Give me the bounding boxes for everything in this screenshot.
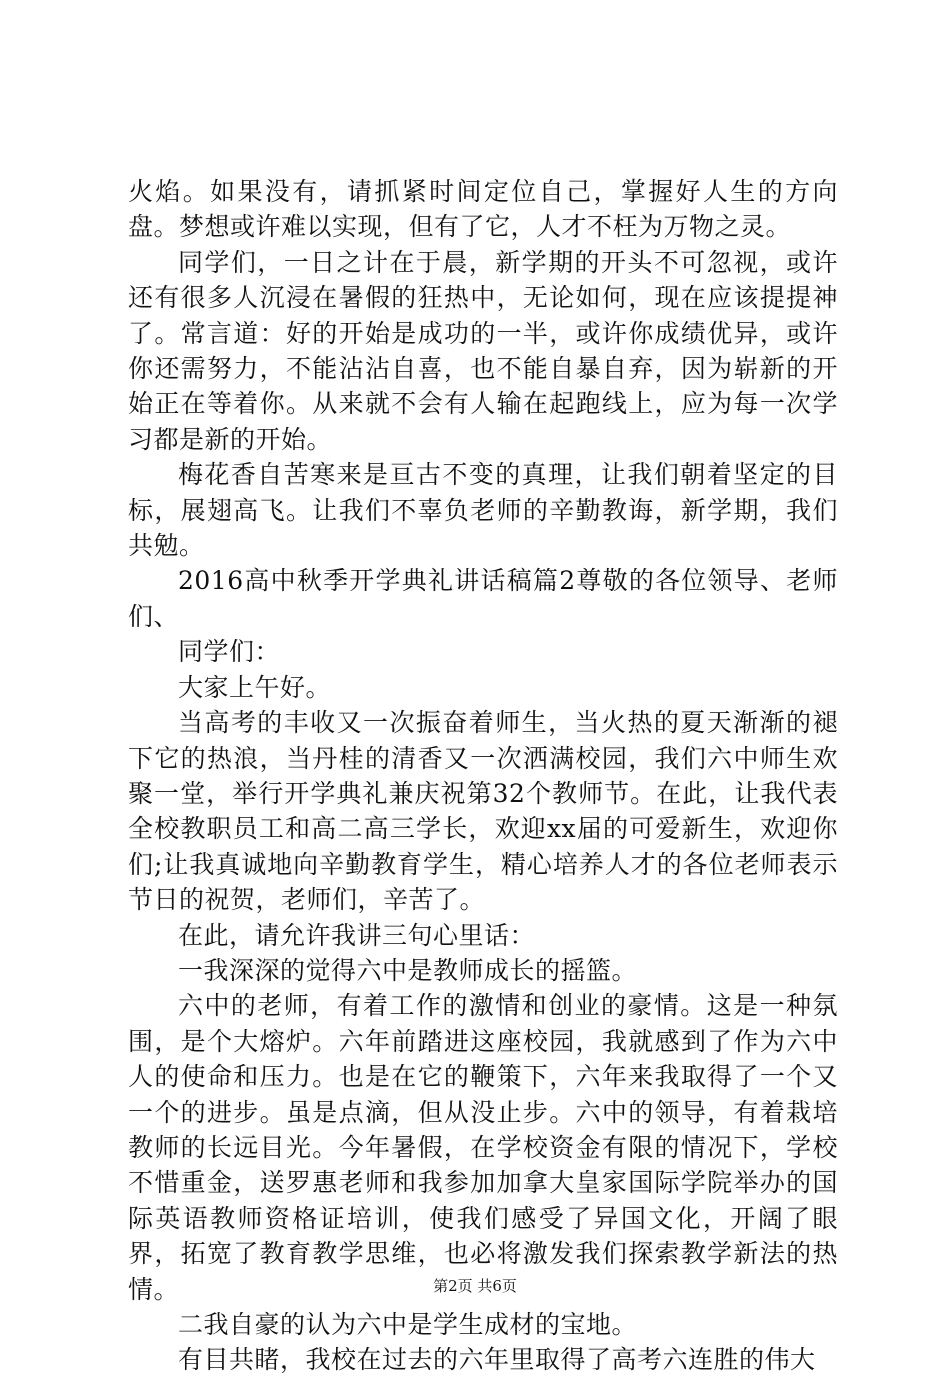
speech-title-paragraph: 2016高中秋季开学典礼讲话稿篇2尊敬的各位领导、老师们、 [128, 566, 838, 631]
page-number-footer: 第2页 共6页 [433, 1277, 517, 1295]
point-two-heading: 二我自豪的认为六中是学生成材的宝地。 [178, 1310, 638, 1339]
document-body [128, 174, 838, 1378]
paragraph-2: 同学们，一日之计在于晨，新学期的开头不可忽视，或许还有很多人沉浸在暑假的狂热中，无论如何，现在应该提提神了。常言道：好的开始是成功的一半，或许你成绩优异，或许你还需努力，不能沾沾自喜，也不能自暴自弃，因为崭新的开始正在等着你。从来就不会有人输在起跑线上，应为每一次学习都是新的开始。 [128, 247, 838, 454]
paragraph-10: 六中的老师，有着工作的激情和创业的豪情。这是一种氛围，是个大熔炉。六年前踏进这座校园，我就感到了作为六中人的使命和压力。也是在它的鞭策下，六年来我取得了一个又一个的进步。虽是点滴，但从没止步。六中的领导，有着栽培教师的长远目光。今年暑假，在学校资金有限的情况下，学校不惜重金，送罗惠老师和我参加加拿大皇家国际学院举办的国际英语教师资格证培训，使我们感受了异国文化，开阔了眼界，拓宽了教育教学思维，也必将激发我们探索教学新法的热情。 [128, 991, 838, 1304]
paragraph-1: 火焰。如果没有，请抓紧时间定位自己，掌握好人生的方向盘。梦想或许难以实现，但有了它，人才不枉为万物之灵。 [128, 177, 838, 242]
paragraph-12: 有目共睹，我校在过去的六年里取得了高考六连胜的伟大 [178, 1345, 816, 1375]
point-one-heading: 一我深深的觉得六中是教师成长的摇篮。 [178, 955, 638, 985]
greeting-morning: 大家上午好。 [178, 672, 332, 702]
paragraph-8: 在此，请允许我讲三句心里话： [178, 920, 536, 950]
paragraph-7: 当高考的丰收又一次振奋着师生，当火热的夏天渐渐的褪下它的热浪，当丹桂的清香又一次洒满校园，我们六中师生欢聚一堂，举行开学典礼兼庆祝第32个教师节。在此，让我代表全校教职员工和高二高三学长，欢迎xx届的可爱新生，欢迎你们;让我真诚地向辛勤教育学生，精心培养人才的各位老师表示节日的祝贺，老师们，辛苦了。 [128, 708, 838, 915]
paragraph-3: 梅花香自苦寒来是亘古不变的真理，让我们朝着坚定的目标，展翅高飞。让我们不辜负老师的辛勤教诲，新学期，我们共勉。 [128, 460, 838, 561]
greeting-students: 同学们： [178, 637, 281, 667]
